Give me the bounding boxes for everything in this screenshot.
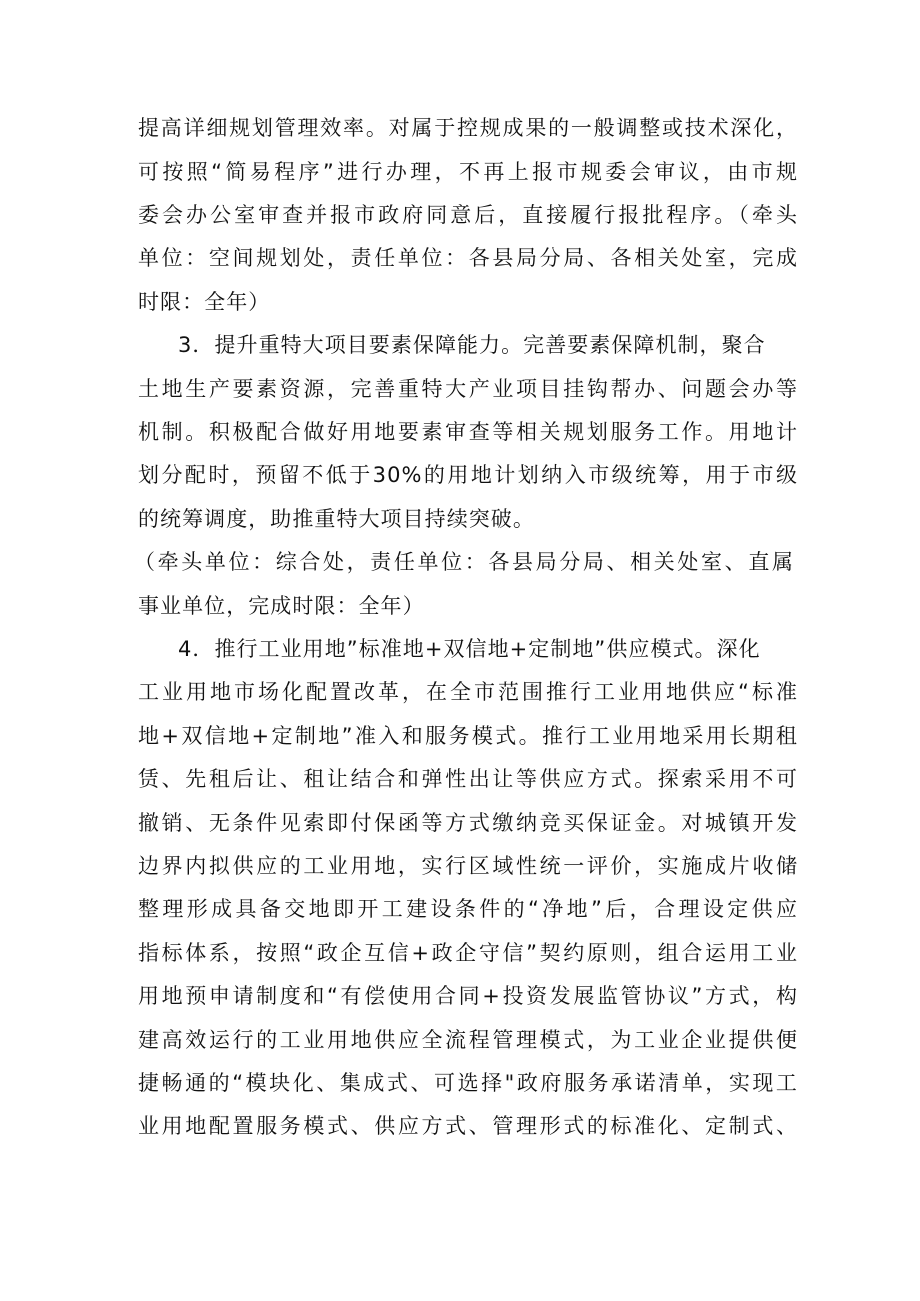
text-line: （牵头单位：综合处，责任单位：各县局分局、相关处室、直属 [134,550,794,574]
text-line: 工业用地市场化配置改革，在全市范围推行工业用地供应“标准 [138,680,798,704]
text-line: 机制。积极配合做好用地要素审查等相关规划服务工作。用地计 [138,420,798,444]
text-line: 边界内拟供应的工业用地，实行区域性统一评价，实施成片收储 [138,854,798,878]
text-line: 整理形成具备交地即开工建设条件的“净地”后，合理设定供应 [138,897,798,921]
text-line: 可按照“简易程序”进行办理，不再上报市规委会审议，由市规 [138,160,798,184]
text-line: 赁、先租后让、租让结合和弹性出让等供应方式。探索采用不可 [138,767,798,791]
text-line: 单位：空间规划处，责任单位：各县局分局、各相关处室，完成 [138,246,798,270]
text-line: 提高详细规划管理效率。对属于控规成果的一般调整或技术深化， [138,116,798,140]
text-line: 捷畅通的“模块化、集成式、可选择"政府服务承诺清单，实现工 [138,1071,798,1095]
text-line: 指标体系，按照“政企互信+政企守信”契约原则，组合运用工业 [138,941,798,965]
text-line: 时限：全年） [138,290,271,314]
text-line: 地+双信地+定制地”准入和服务模式。推行工业用地采用长期租 [138,724,798,748]
text-line: 用地预申请制度和“有偿使用合同+投资发展监管协议”方式，构 [138,984,798,1008]
text-line: 委会办公室审查并报市政府同意后，直接履行报批程序。（牵头 [138,203,798,227]
text-line: 事业单位，完成时限：全年） [138,594,425,618]
text-line: 撤销、无条件见索即付保函等方式缴纳竞买保证金。对城镇开发 [138,811,798,835]
text-line: 土地生产要素资源，完善重特大产业项目挂钩帮办、问题会办等 [138,377,798,401]
text-line: 的统筹调度，助推重特大项目持续突破。 [138,507,535,531]
text-line: 业用地配置服务模式、供应方式、管理形式的标准化、定制式、 [138,1114,798,1138]
text-line: 划分配时，预留不低于30%的用地计划纳入市级统筹，用于市级 [138,463,798,487]
numbered-item-heading: 4．推行工业用地”标准地+双信地+定制地”供应模式。深化 [178,637,761,661]
text-line: 建高效运行的工业用地供应全流程管理模式，为工业企业提供便 [138,1028,798,1052]
numbered-item-heading: 3．提升重特大项目要素保障能力。完善要素保障机制，聚合 [178,333,766,357]
